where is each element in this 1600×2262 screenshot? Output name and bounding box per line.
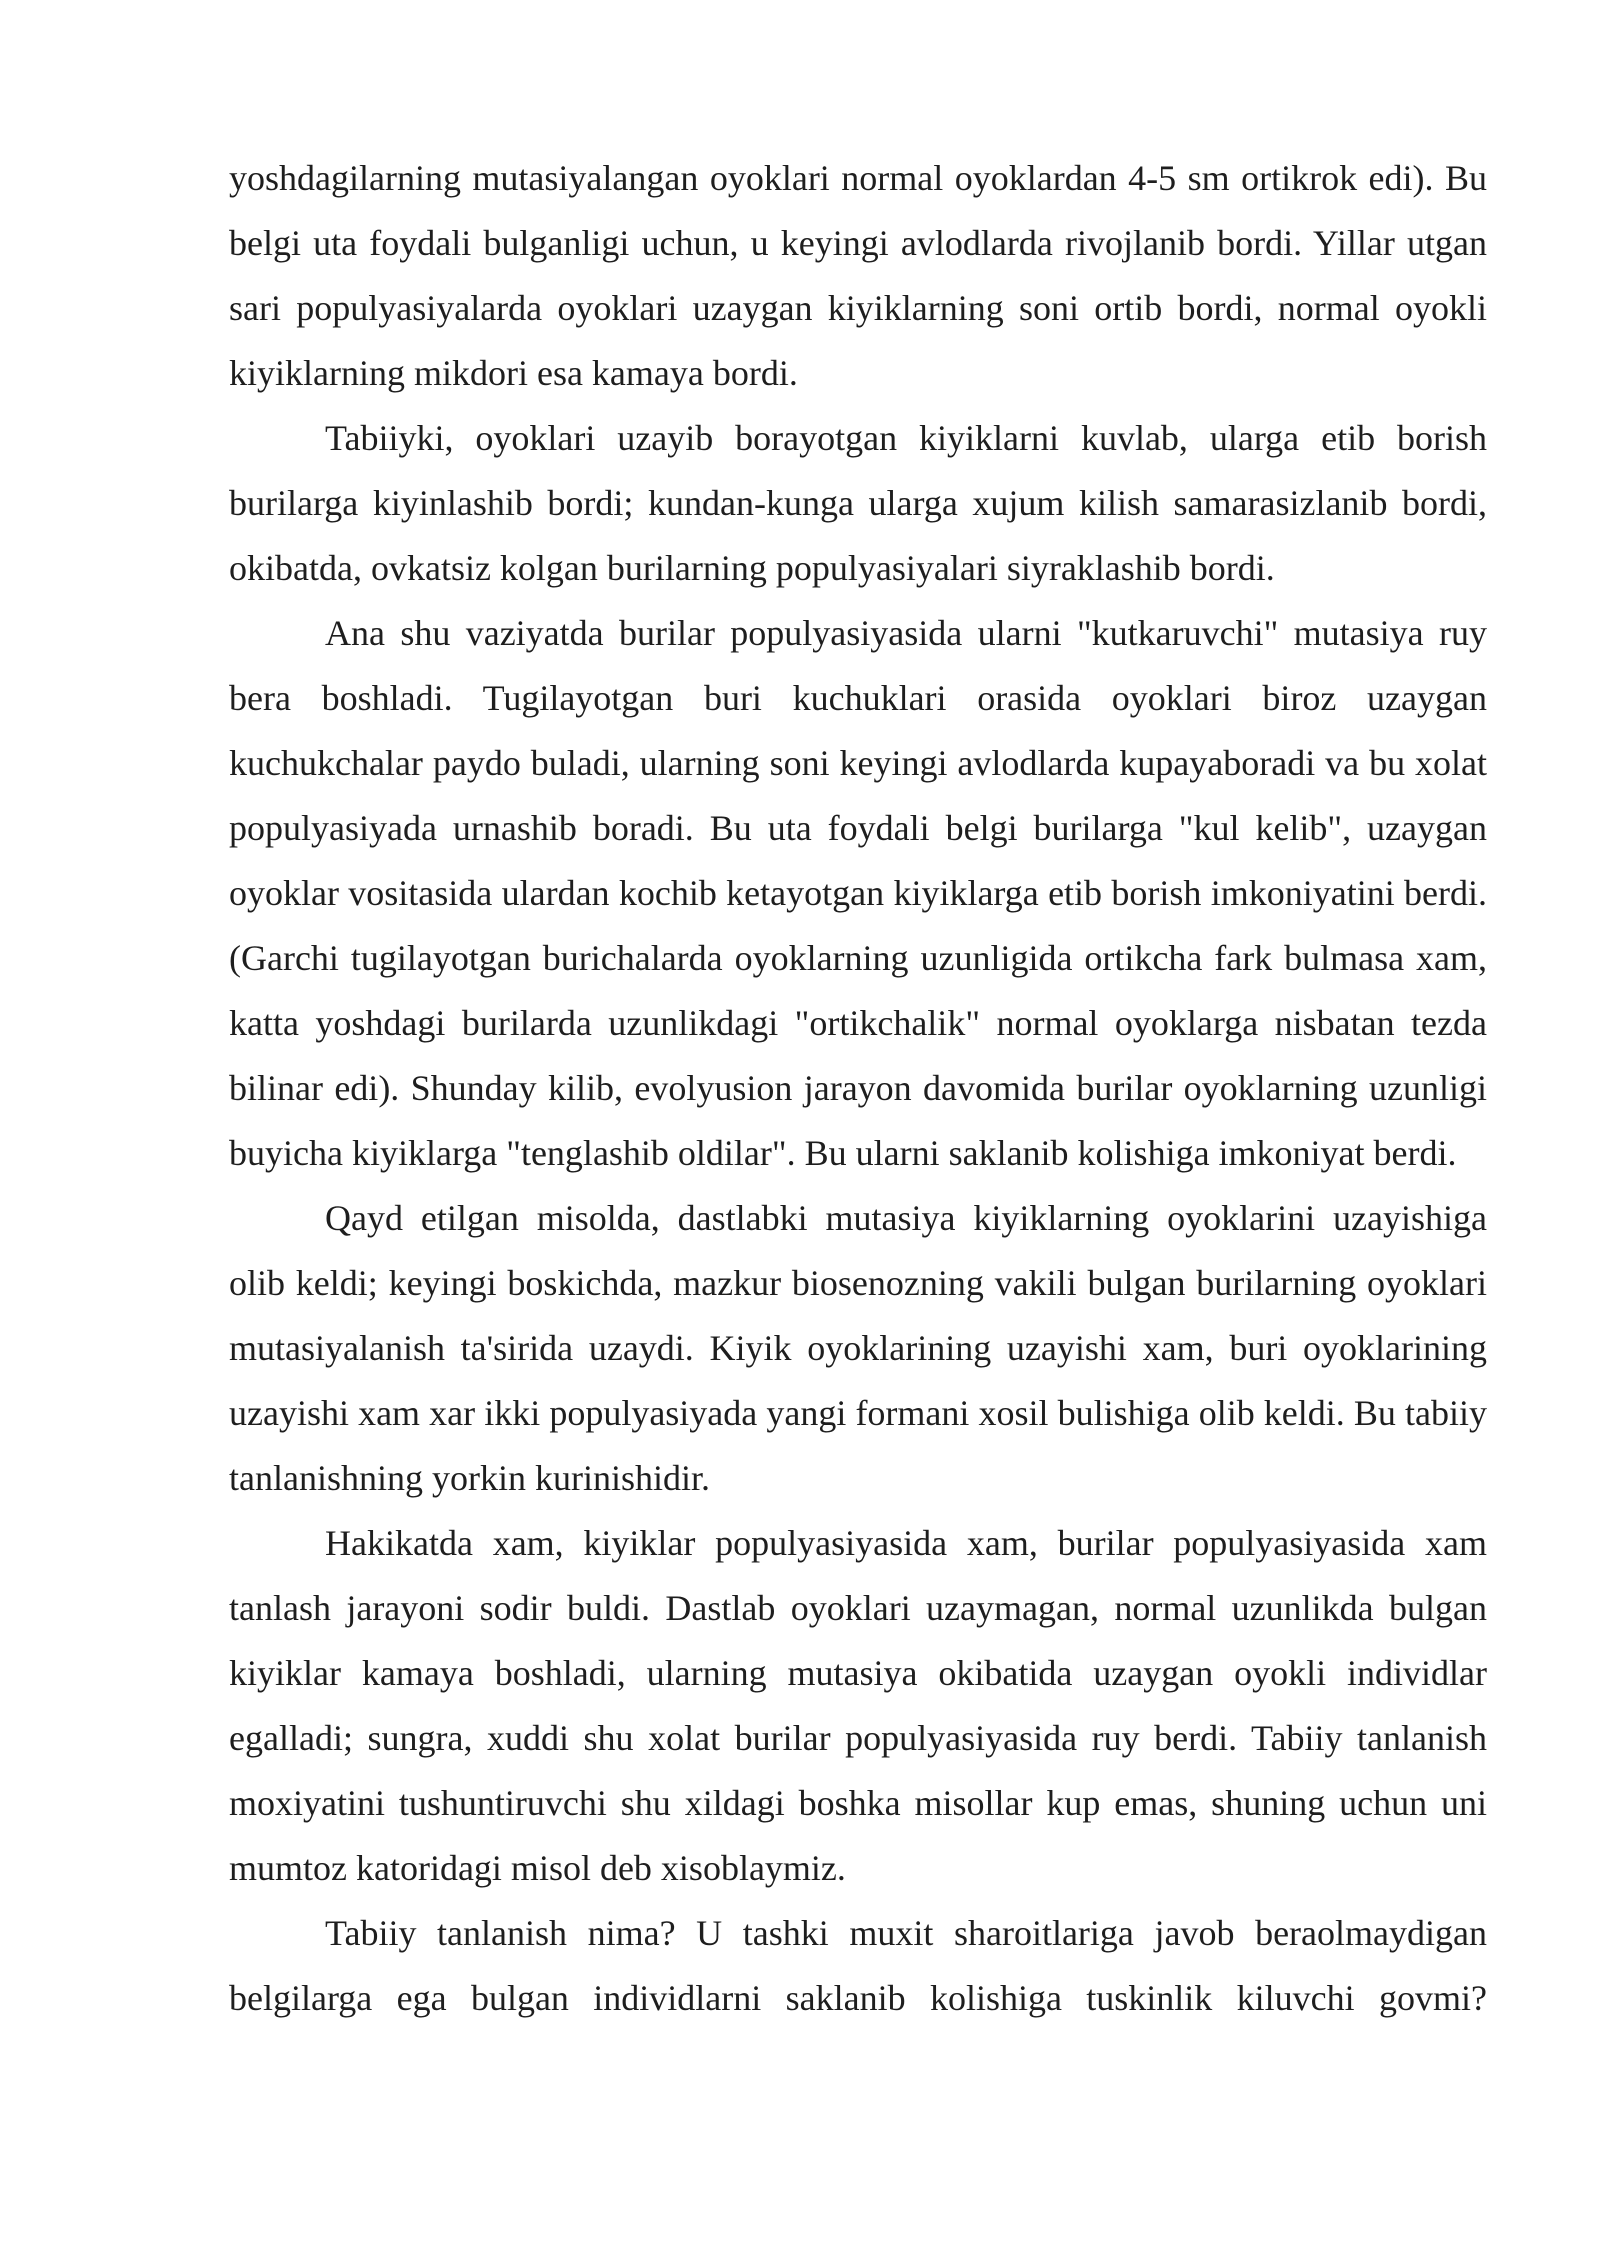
document-body (229, 146, 1487, 2031)
paragraph-continuation: yoshdagilarning mutasiyalangan oyoklari normal oyoklardan 4-5 sm ortikrok edi). Bu belgi uta foydali bulganligi uchun, u keyingi avlodlarda rivojlanib bordi. Yillar utgan sari populyasiyalarda oyoklari uzaygan kiyiklarning soni ortib bordi, normal oyokli kiyiklarning mikdori esa kamaya bordi. (229, 158, 1487, 393)
paragraph-continues-next-page: Tabiiy tanlanish nima? U tashki muxit sharoitlariga javob beraolmaydigan belgilarga ega bulgan individlarni saklanib kolishiga tuskinlik kiluvchi govmi? (229, 1913, 1487, 2018)
paragraph: Tabiiyki, oyoklari uzayib borayotgan kiyiklarni kuvlab, ularga etib borish burilarga kiyinlashib bordi; kundan-kunga ularga xujum kilish samarasizlanib bordi, okibatda, ovkatsiz kolgan burilarning populyasiyalari siyraklashib bordi. (229, 418, 1487, 588)
paragraph: Qayd etilgan misolda, dastlabki mutasiya kiyiklarning oyoklarini uzayishiga olib keldi; keyingi boskichda, mazkur biosenozning vakili bulgan burilarning oyoklari mutasiyalanish ta'sirida uzaydi. Kiyik oyoklarining uzayishi xam, buri oyoklarining uzayishi xam xar ikki populyasiyada yangi formani xosil bulishiga olib keldi. Bu tabiiy tanlanishning yorkin kurinishidir. (229, 1198, 1487, 1498)
paragraph: Hakikatda xam, kiyiklar populyasiyasida xam, burilar populyasiyasida xam tanlash jarayoni sodir buldi. Dastlab oyoklari uzaymagan, normal uzunlikda bulgan kiyiklar kamaya boshladi, ularning mutasiya okibatida uzaygan oyokli individlar egalladi; sungra, xuddi shu xolat burilar populyasiyasida ruy berdi. Tabiiy tanlanish moxiyatini tushuntiruvchi shu xildagi boshka misollar kup emas, shuning uchun uni mumtoz katoridagi misol deb xisoblaymiz. (229, 1523, 1487, 1888)
paragraph: Ana shu vaziyatda burilar populyasiyasida ularni "kutkaruvchi" mutasiya ruy bera boshladi. Tugilayotgan buri kuchuklari orasida oyoklari biroz uzaygan kuchukchalar paydo buladi, ularning soni keyingi avlodlarda kupayaboradi va bu xolat populyasiyada urnashib boradi. Bu uta foydali belgi burilarga "kul kelib", uzaygan oyoklar vositasida ulardan kochib ketayotgan kiyiklarga etib borish imkoniyatini berdi. (Garchi tugilayotgan burichalarda oyoklarning uzunligida ortikcha fark bulmasa xam, katta yoshdagi burilarda uzunlikdagi "ortikchalik" normal oyoklarga nisbatan tezda bilinar edi). Shunday kilib, evolyusion jarayon davomida burilar oyoklarning uzunligi buyicha kiyiklarga "tenglashib oldilar". Bu ularni saklanib kolishiga imkoniyat berdi. (229, 613, 1487, 1173)
